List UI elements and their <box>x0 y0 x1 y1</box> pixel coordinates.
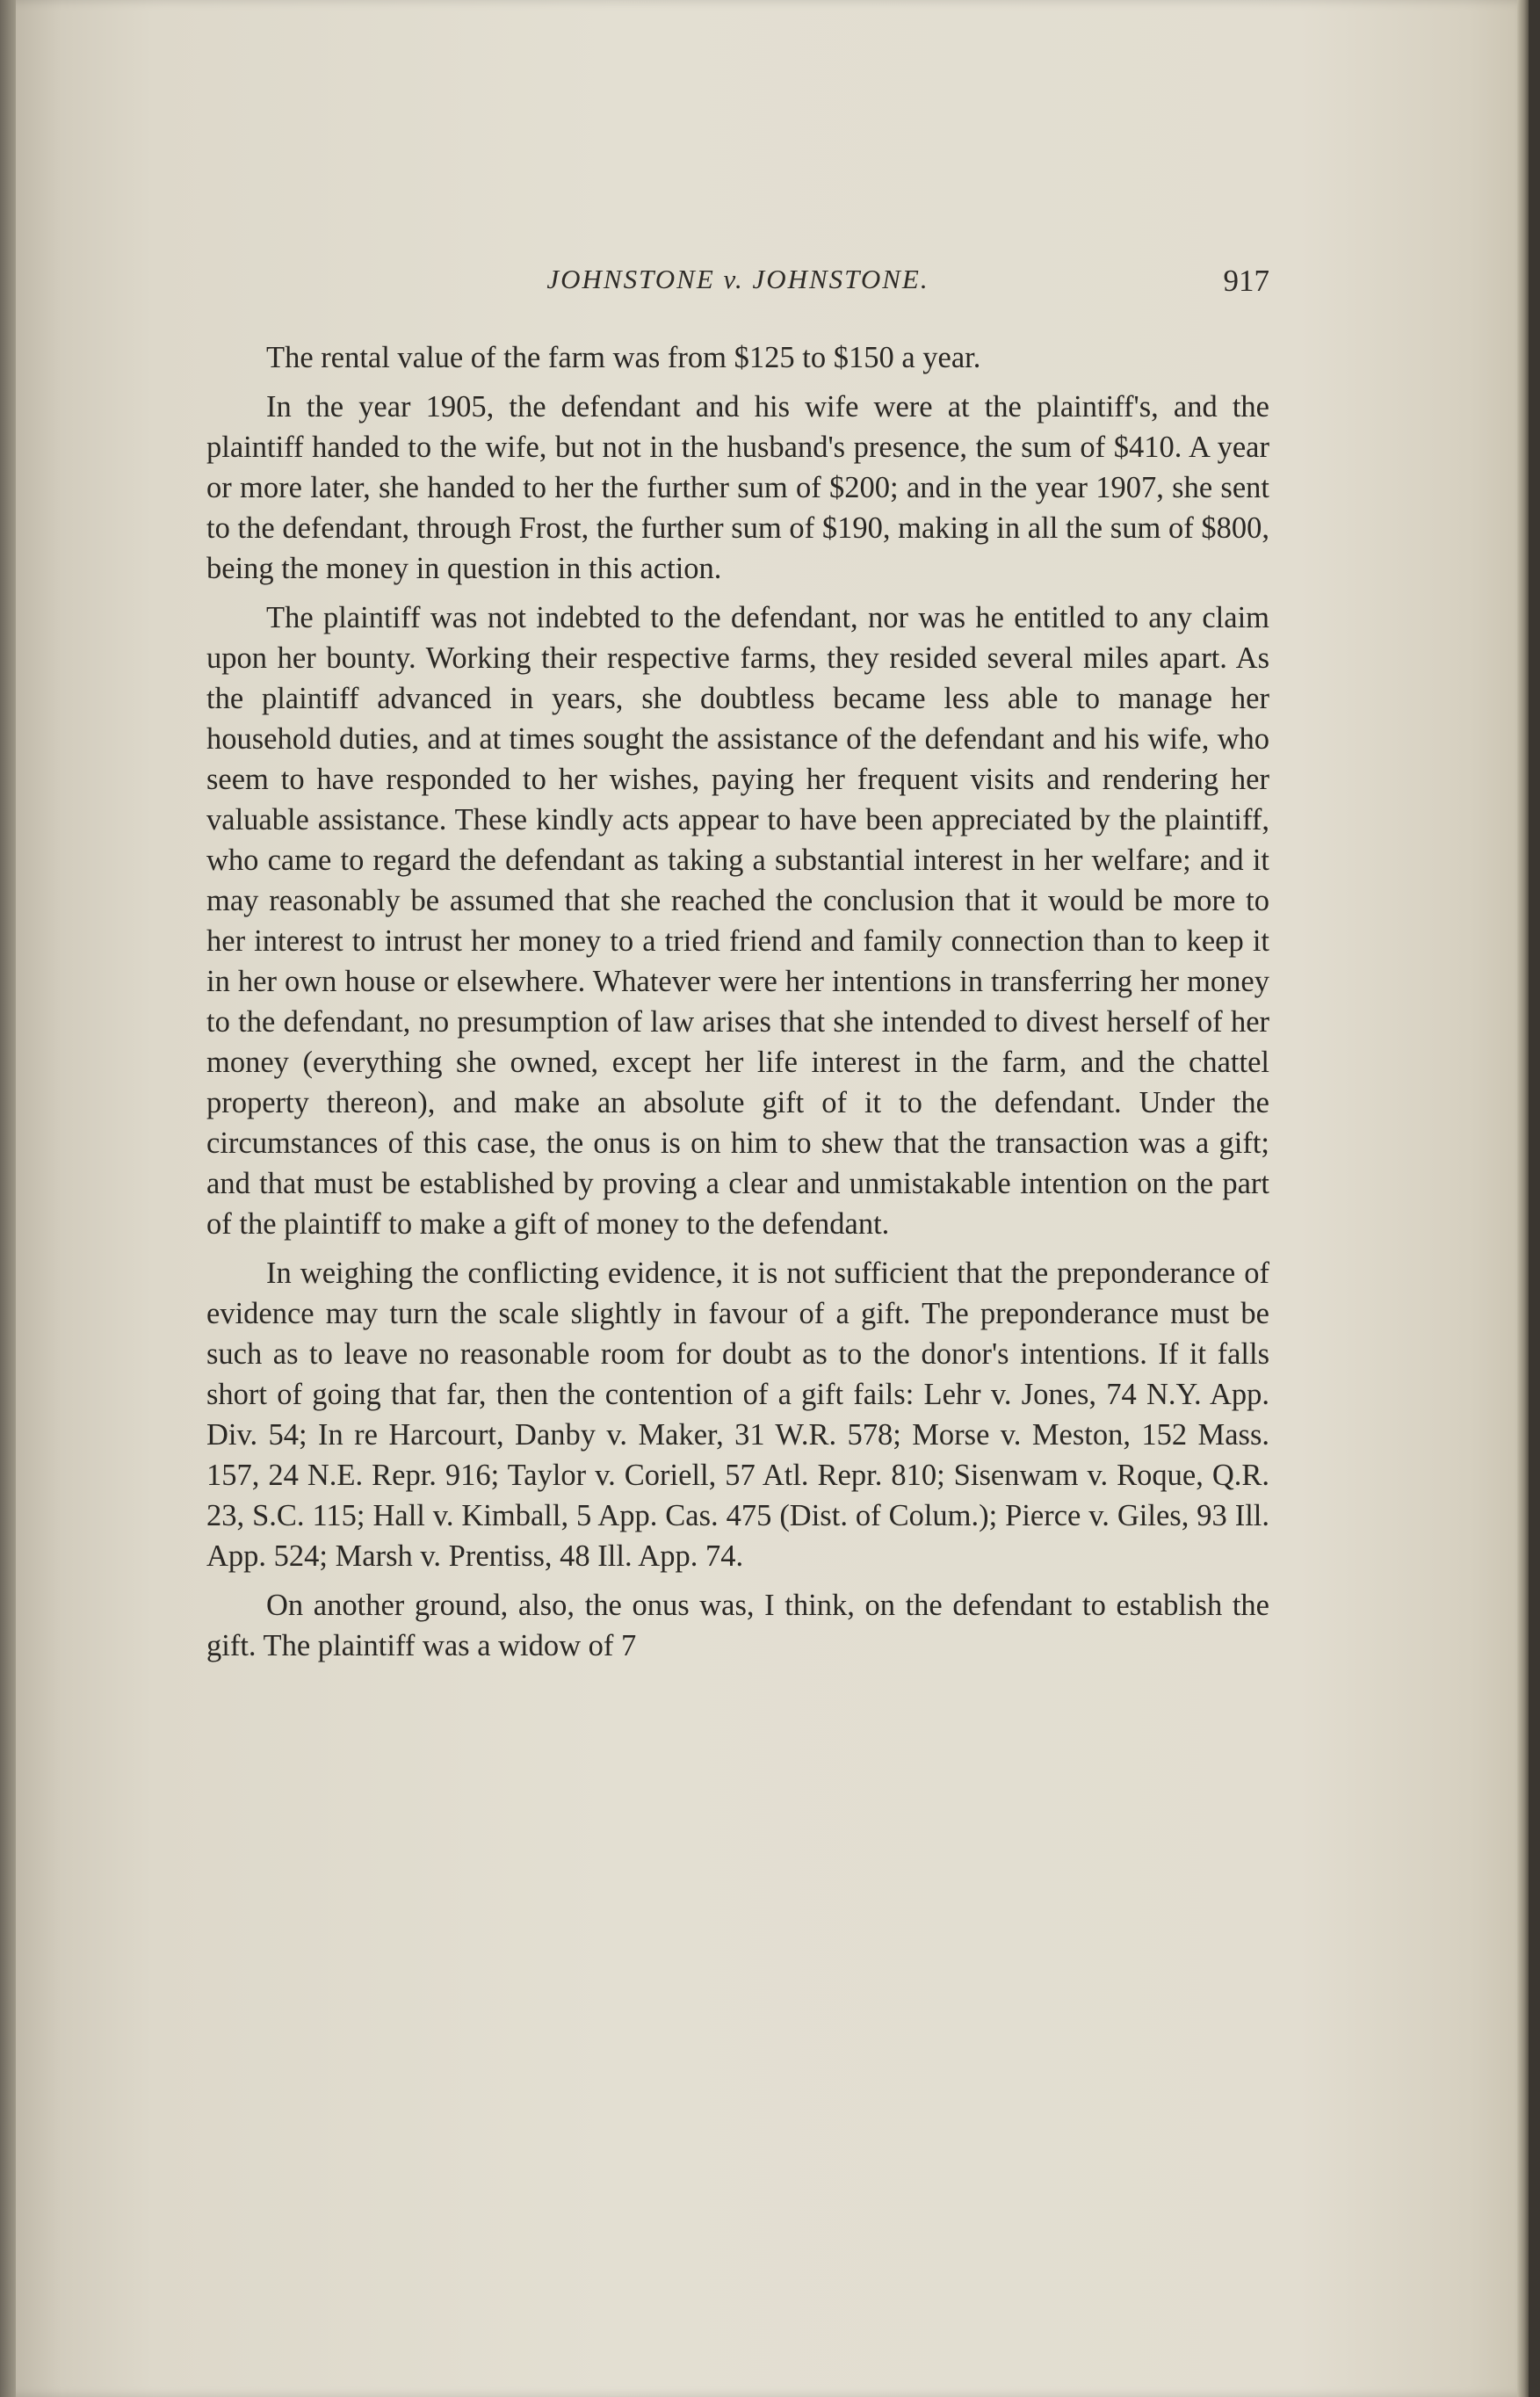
book-gutter <box>0 0 16 2397</box>
paragraph: The plaintiff was not indebted to the defendant, nor was he entitled to any claim upon her bounty. Working their respective farms, they resided several miles apart. As the plaintiff advanced in years, she doubtless became less able to manage her household duties, and at times sought the assistance of the defendant and his wife, who seem to have responded to her wishes, paying her frequent visits and rendering her valuable assistance. These kindly acts appear to have been appreciated by the plaintiff, who came to regard the defendant as taking a substantial interest in her welfare; and it may reasonably be assumed that she reached the conclusion that it would be more to her interest to intrust her money to a tried friend and family connection than to keep it in her own house or elsewhere. Whatever were her intentions in transferring her money to the defendant, no presumption of law arises that she intended to divest herself of her money (everything she owned, except her life interest in the farm, and the chattel property thereon), and make an absolute gift of it to the defendant. Under the circumstances of this case, the onus is on him to shew that the transaction was a gift; and that must be established by proving a clear and unmistakable intention on the part of the plaintiff to make a gift of money to the defendant. <box>206 601 1269 1241</box>
page-number: 917 <box>1223 264 1269 298</box>
page-edge <box>1517 0 1529 2397</box>
running-title: JOHNSTONE v. JOHNSTONE. <box>546 264 929 294</box>
body-text <box>206 337 1269 1666</box>
paragraph: The rental value of the farm was from $125 to $150 a year. <box>266 341 981 374</box>
page-header <box>206 264 1269 306</box>
paragraph: In the year 1905, the defendant and his wife were at the plaintiff's, and the plaintiff handed to the wife, but not in the husband's presence, the sum of $410. A year or more later, she handed to her the further sum of $200; and in the year 1907, she sent to the defendant, through Frost, the further sum of $190, making in all the sum of $800, being the money in question in this action. <box>206 390 1269 585</box>
paragraph: In weighing the conflicting evidence, it is not sufficient that the preponderance of evidence may turn the scale slightly in favour of a gift. The preponderance must be such as to leave no reasonable room for doubt as to the donor's intentions. If it falls short of going that far, then the contention of a gift fails: Lehr v. Jones, 74 N.Y. App. Div. 54; In re Harcourt, Danby v. Maker, 31 W.R. 578; Morse v. Meston, 152 Mass. 157, 24 N.E. Repr. 916; Taylor v. Coriell, 57 Atl. Repr. 810; Sisenwam v. Roque, Q.R. 23, S.C. 115; Hall v. Kimball, 5 App. Cas. 475 (Dist. of Colum.); Pierce v. Giles, 93 Ill. App. 524; Marsh v. Prentiss, 48 Ill. App. 74. <box>206 1256 1269 1573</box>
paragraph: On another ground, also, the onus was, I think, on the defendant to establish the gift. The plaintiff was a widow of 7 <box>206 1589 1269 1662</box>
